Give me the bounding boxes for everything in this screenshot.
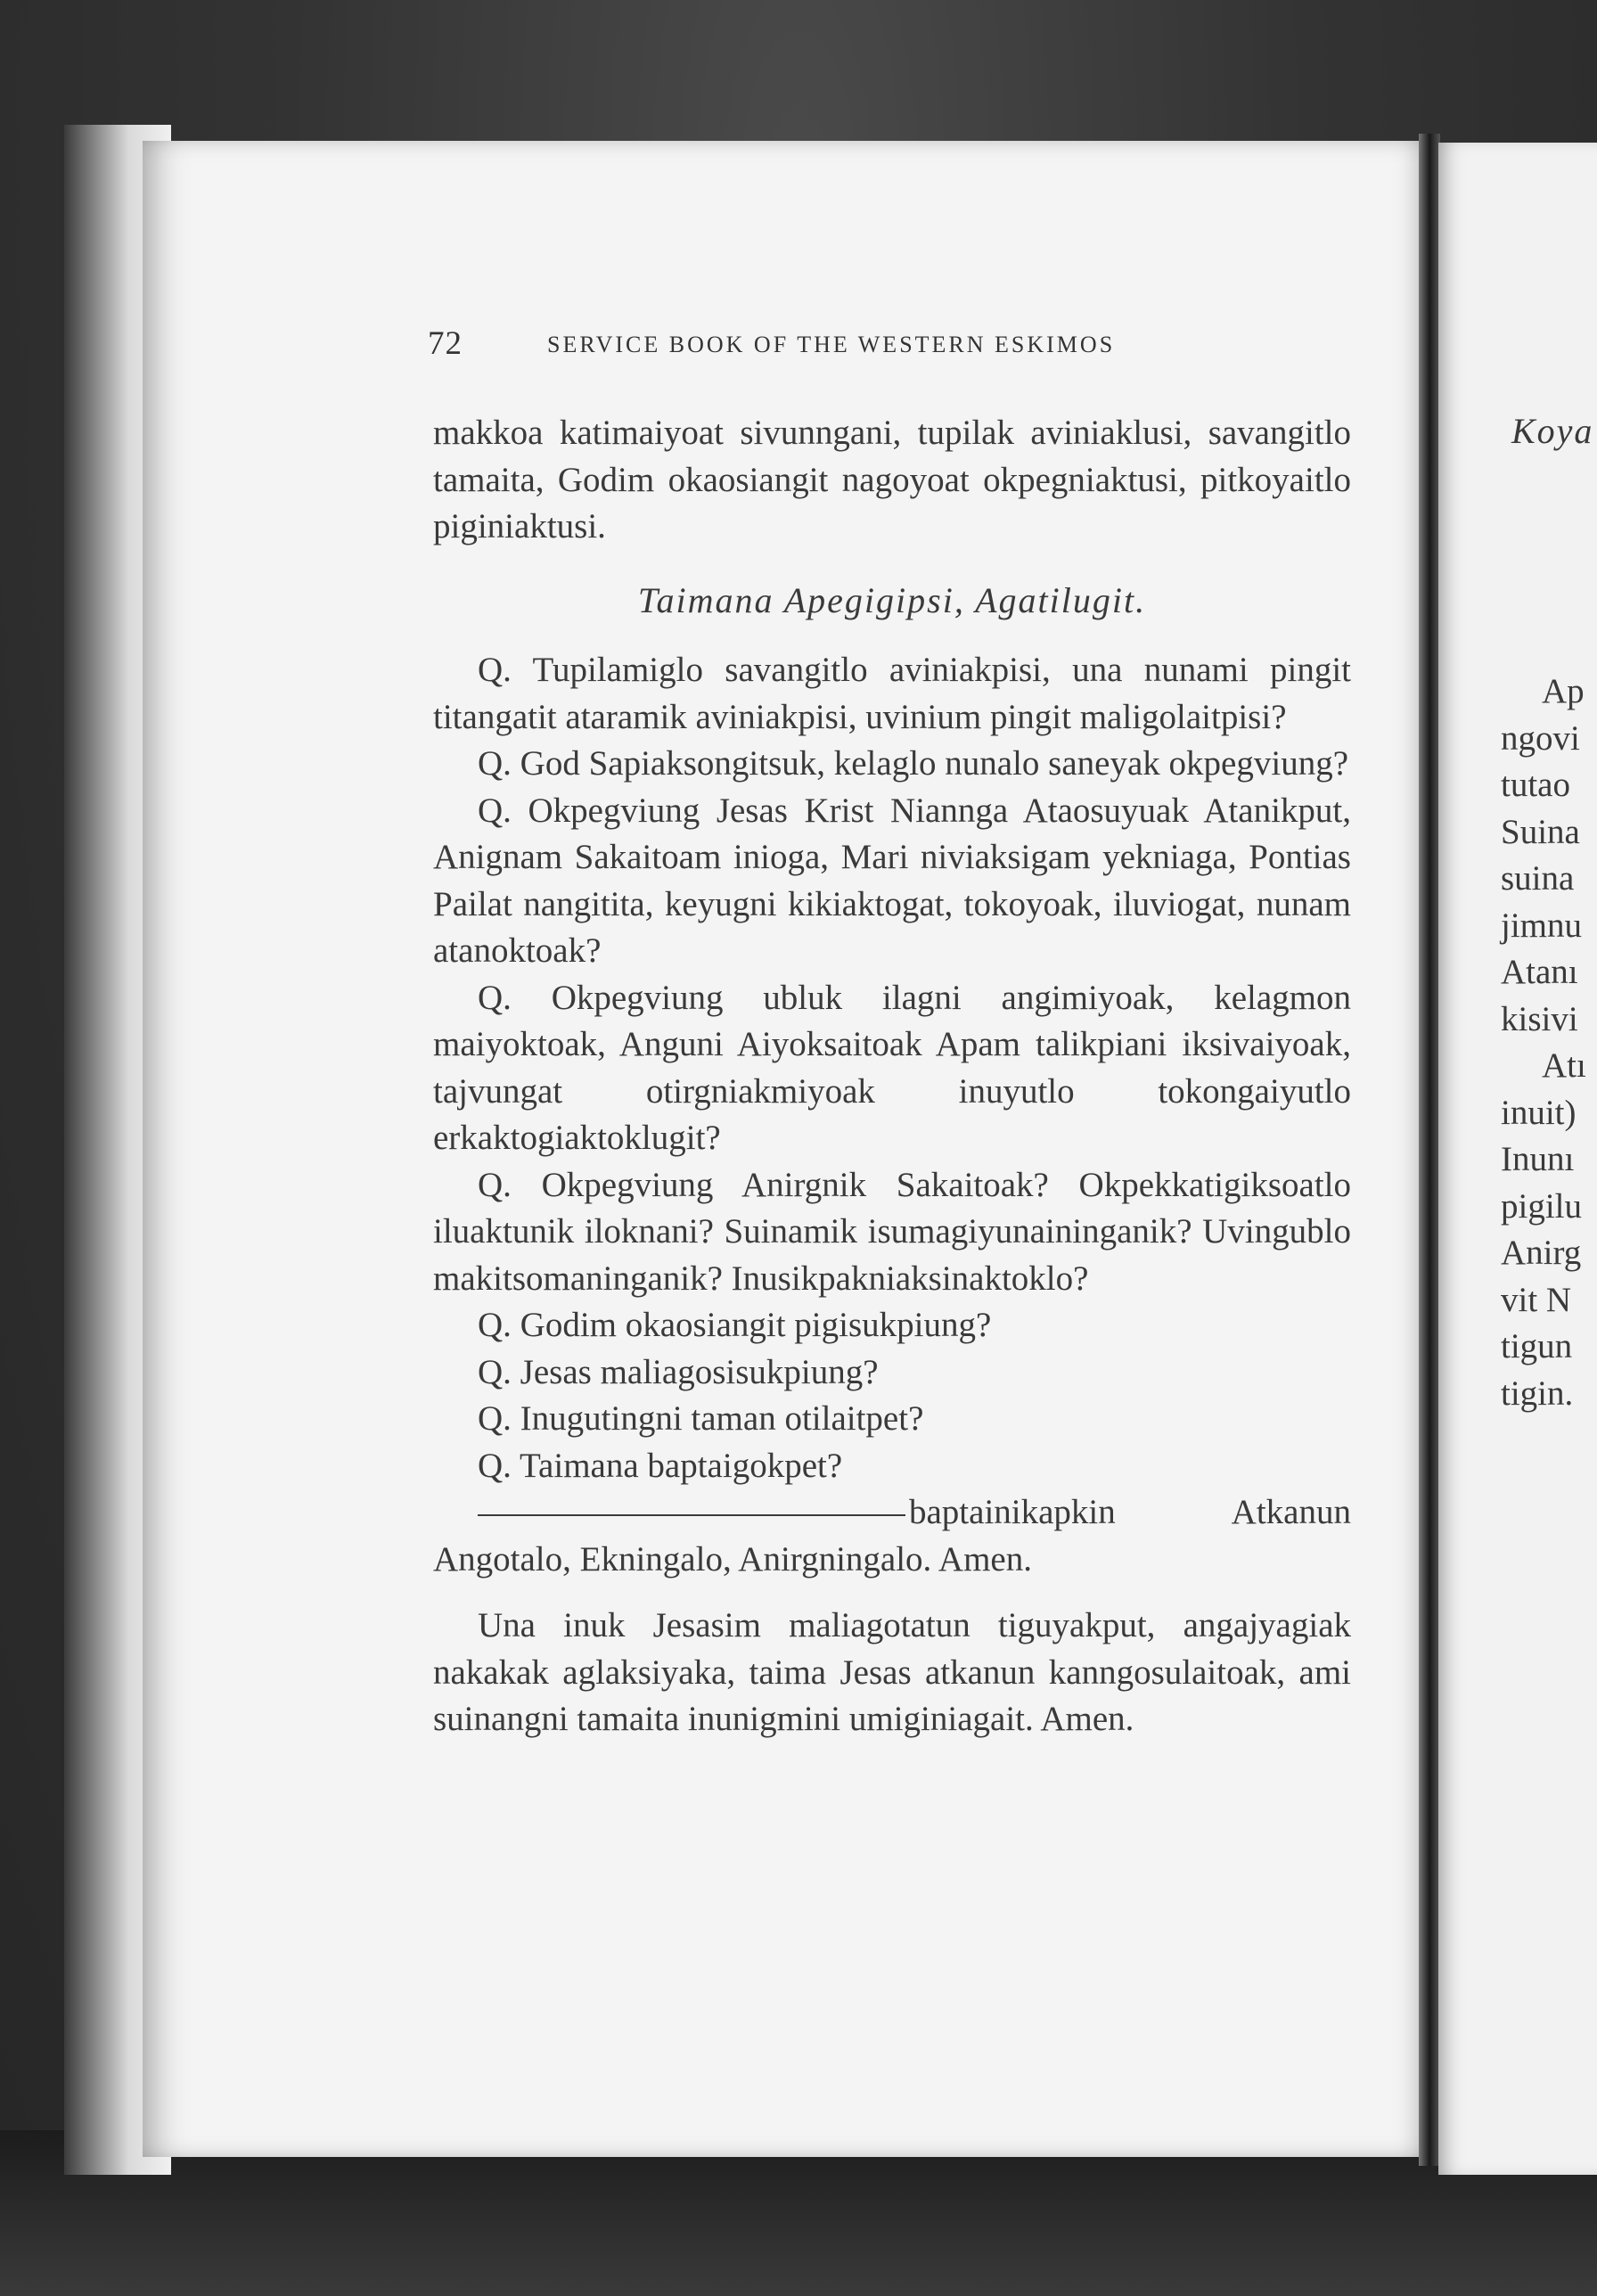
blank-name-line [478, 1514, 905, 1516]
baptism-formula [433, 1489, 1351, 1583]
baptism-text: baptainikapkin Atkanun Angotalo, Ekningalo, Anirgningalo. Amen. [433, 1493, 1351, 1578]
book-gutter [1419, 134, 1440, 2166]
right-line: vit N [1501, 1280, 1572, 1319]
question-paragraph: Q. Tupilamiglo savangitlo aviniakpisi, una nunami pingit titangatit ataramik aviniakpisi, uvinium pingit maligolaitpisi? [433, 651, 1351, 736]
right-line: tigin. [1501, 1374, 1574, 1413]
right-line: inuit) [1501, 1093, 1577, 1132]
question-paragraph: Q. Inugutingni taman otilaitpet? [478, 1399, 924, 1438]
page-number: 72 [428, 325, 463, 362]
opening-paragraph: makkoa katimaiyoat sivunngani, tupilak aviniaklusi, savangitlo tamaita, Godim okaosiangit nagoyoat okpegniaktusi, pitkoyaitlo piginiaktusi. [433, 414, 1351, 545]
right-line: Ap [1542, 672, 1585, 710]
right-line: jimnu [1501, 906, 1583, 945]
question-paragraph: Q. God Sapiaksongitsuk, kelaglo nunalo saneyak okpegviung? [478, 744, 1348, 783]
right-line: ngovi [1501, 718, 1580, 758]
right-line: tutao [1501, 766, 1570, 804]
question-paragraph: Q. Okpegviung Jesas Krist Niannga Ataosuyuak Atanikput, Anignam Sakaitoam inioga, Mari niviaksigam yekniaga, Pontias Pailat nangitita, keyugni kikiaktogat, tokoyoak, iluviogat, nunam atanoktoak? [433, 791, 1351, 970]
right-line: tigun [1501, 1327, 1573, 1365]
question-paragraph: Q. Taimana baptaigokpet? [478, 1446, 843, 1485]
running-head [428, 324, 1355, 371]
question-paragraph: Q. Godim okaosiangit pigisukpiung? [478, 1306, 992, 1344]
section-heading: Taimana Apegigipsi, Agatilugit. [637, 579, 1147, 620]
closing-paragraph: Una inuk Jesasim maliagotatun tiguyakput, angajyagiak nakakak aglaksiyaka, taima Jesas atkanun kanngosulaitoak, ami suinangni tamaita inunigmini umiginiagait. Amen. [433, 1606, 1351, 1738]
question-paragraph: Q. Jesas maliagosisukpiung? [478, 1352, 879, 1391]
right-line: Suina [1501, 812, 1580, 851]
right-line: Atanı [1501, 953, 1578, 991]
right-line: Anirg [1501, 1234, 1582, 1272]
question-paragraph: Q. Okpegviung ubluk ilagni angimiyoak, kelagmon maiyoktoak, Anguni Aiyoksaitoak Apam talikpiani iksivaiyoak, tajvungat otirgniakmiyoak inuyutlo tokongaiyutlo erkaktogiaktoklugit? [433, 978, 1351, 1157]
question-paragraph: Q. Okpegviung Anirgnik Sakaitoak? Okpekkatigiksoatlo iluaktunik iloknani? Suinamik isumagiyunaininganik? Uvingublo makitsomaninganik? Inusikpakniaksinaktoklo? [433, 1165, 1351, 1298]
page-body [433, 410, 1351, 1743]
right-page [1438, 143, 1597, 2175]
right-page-heading-fragment: Koya [1511, 411, 1594, 451]
right-line: Atı [1542, 1046, 1586, 1085]
right-line: suina [1501, 859, 1575, 898]
header-title: SERVICE BOOK OF THE WESTERN ESKIMOS [547, 332, 1116, 357]
right-page-text-fragments [1501, 668, 1597, 1417]
right-line: Inunı [1501, 1140, 1575, 1178]
right-line: pigilu [1501, 1186, 1583, 1226]
right-line: kisivi [1501, 999, 1578, 1038]
